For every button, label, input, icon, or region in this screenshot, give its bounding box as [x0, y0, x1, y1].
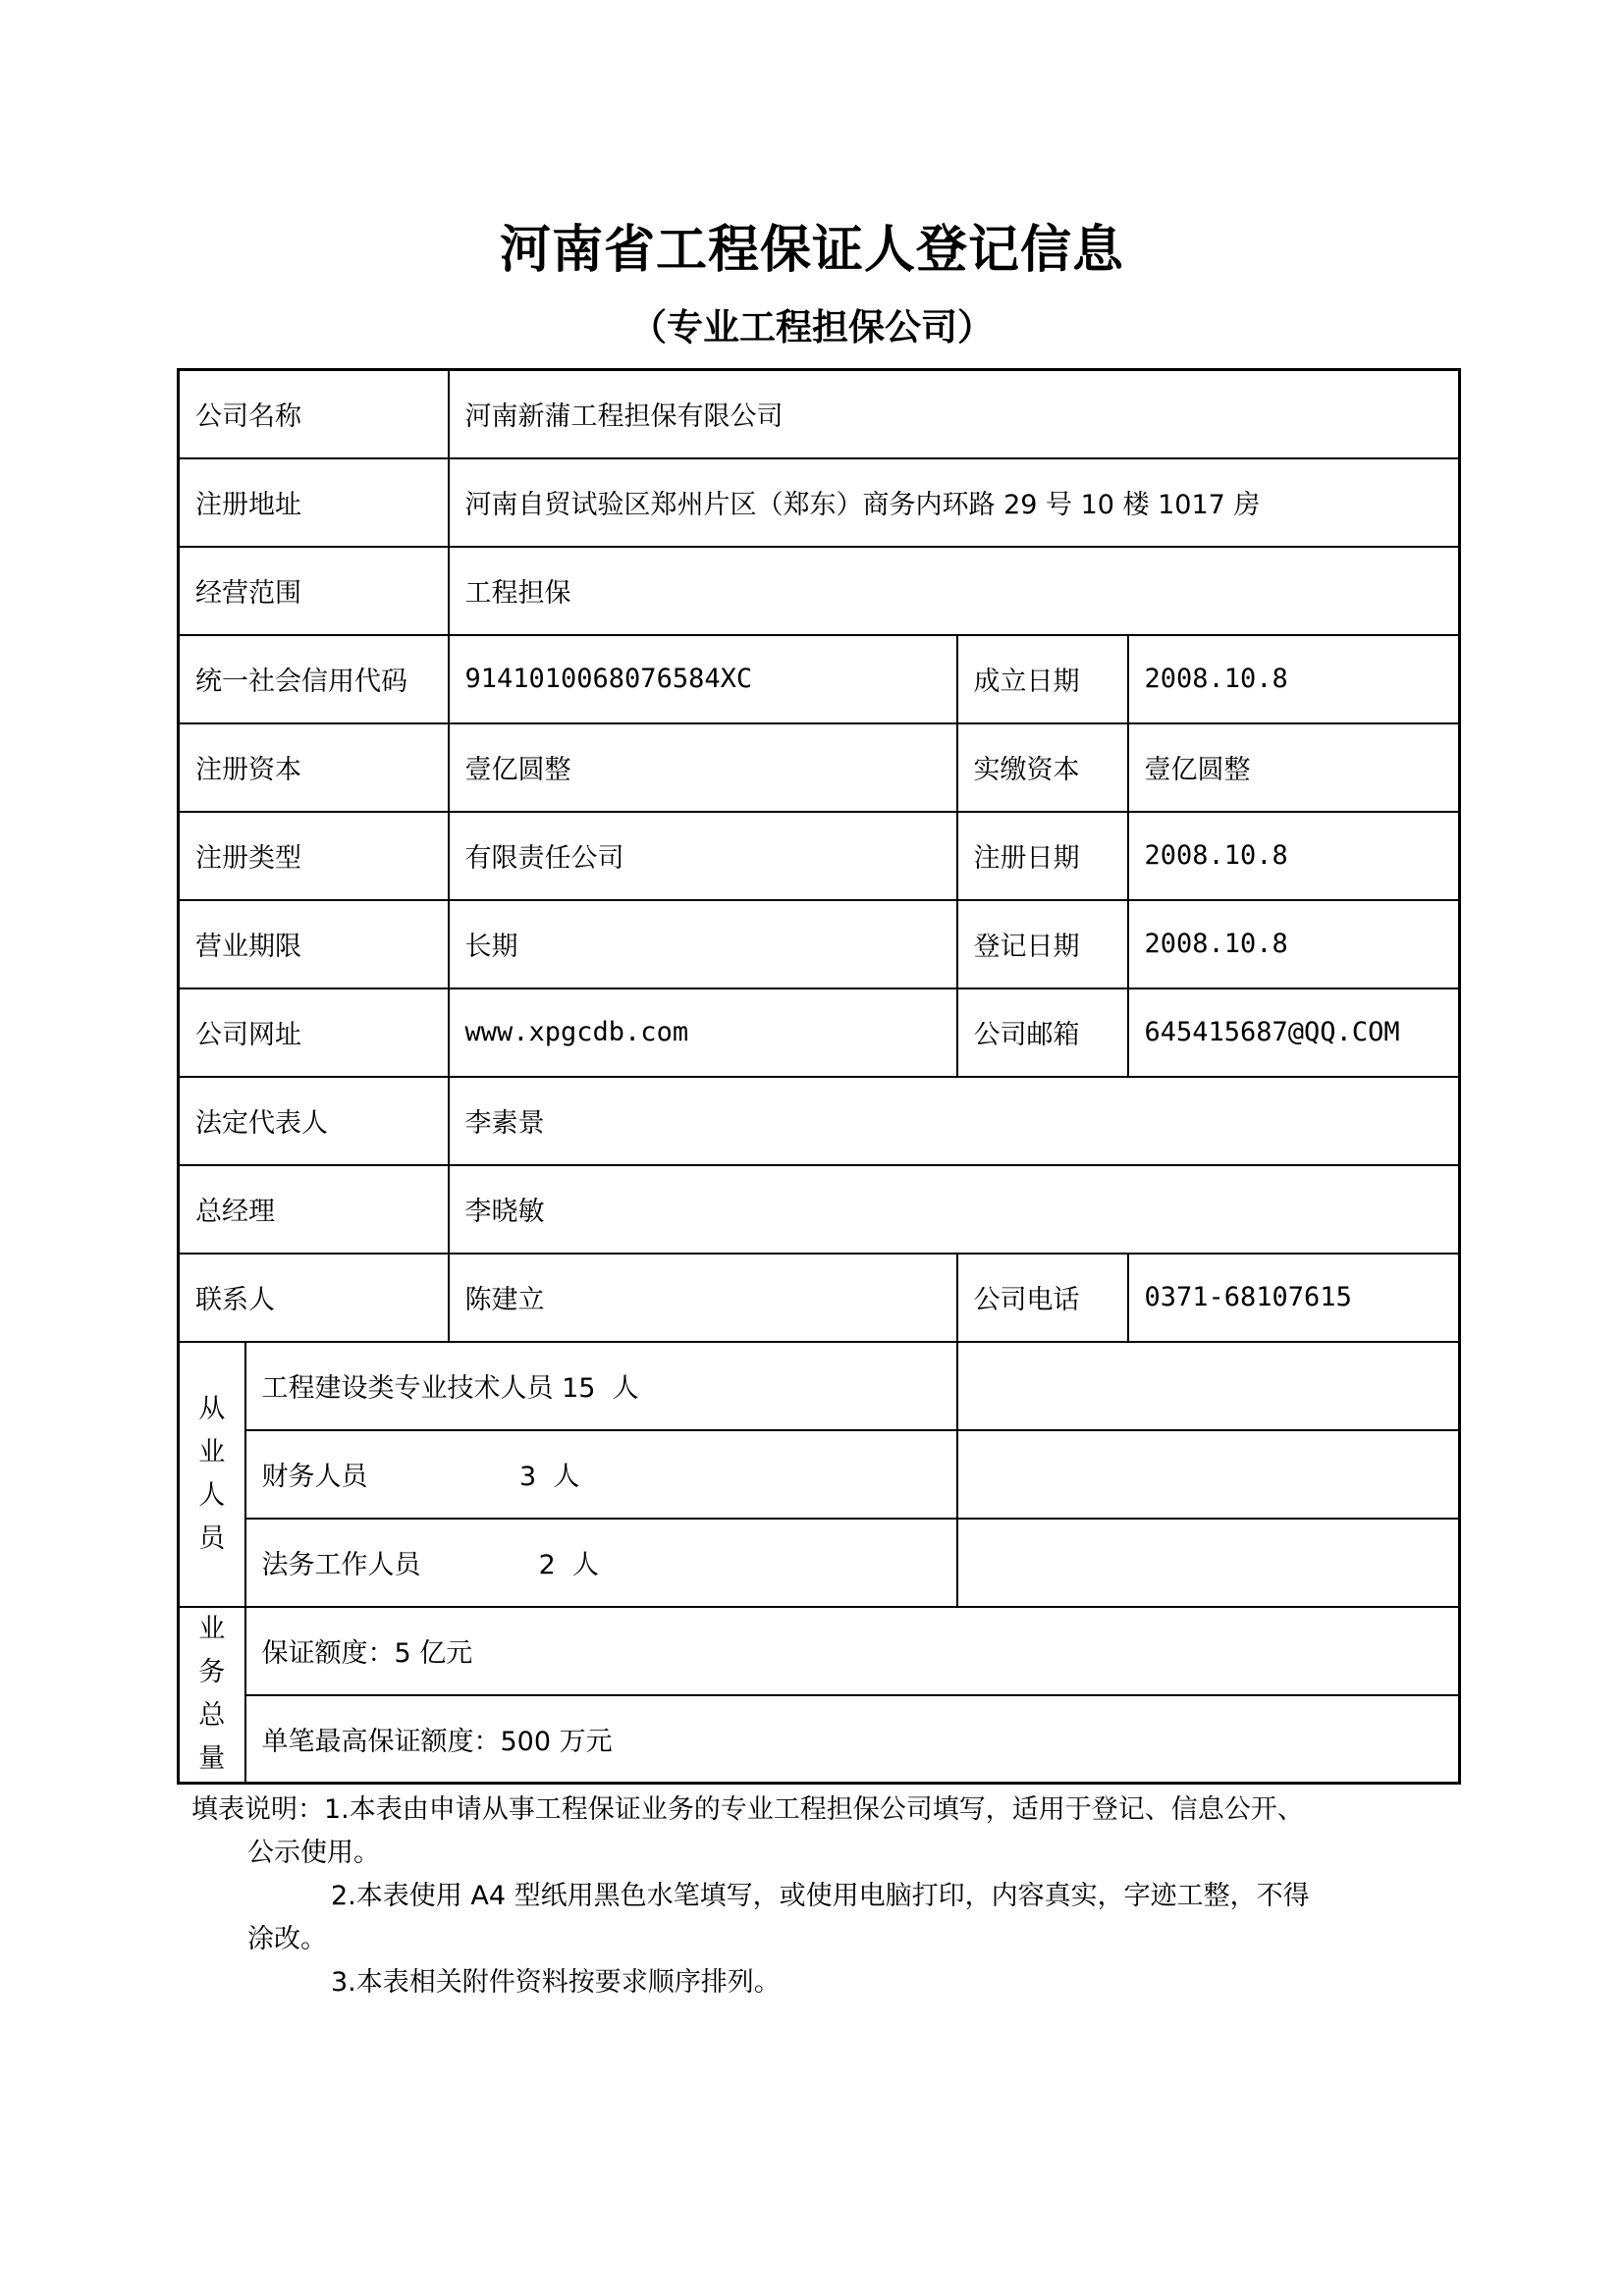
paid-capital-value: 壹亿圆整: [1128, 723, 1460, 812]
staff-technical-blank: [957, 1342, 1460, 1430]
row-website: [179, 988, 1460, 1077]
reg-date-value: 2008.10.8: [1128, 812, 1460, 900]
company-name-label: 公司名称: [179, 370, 449, 458]
company-name-value: 河南新蒲工程担保有限公司: [449, 370, 1460, 458]
business-term-value: 长期: [449, 900, 957, 988]
document-title: 河南省工程保证人登记信息: [499, 221, 1124, 280]
note-line-1: 填表说明：1.本表由申请从事工程保证业务的专业工程担保公司填写，适用于登记、信息公开、: [191, 1794, 1304, 1825]
credit-code-label: 统一社会信用代码: [179, 635, 449, 723]
note-line-4: 涂改。: [247, 1924, 327, 1954]
row-business-2: [179, 1695, 1460, 1784]
staff-section-label: [179, 1342, 245, 1607]
website-value: www.xpgcdb.com: [449, 988, 957, 1077]
paid-capital-label: 实缴资本: [957, 723, 1128, 812]
business-section-label: [179, 1607, 245, 1784]
staff-legal-blank: [957, 1519, 1460, 1607]
row-staff-2: [179, 1430, 1460, 1519]
row-general-manager: [179, 1165, 1460, 1254]
business-label-char: 业: [198, 1614, 226, 1645]
contact-value: 陈建立: [449, 1254, 957, 1342]
row-reg-address: [179, 458, 1460, 547]
row-business-1: [179, 1607, 1460, 1695]
business-label-char: 总: [198, 1700, 226, 1732]
business-scope-value: 工程担保: [449, 547, 1460, 635]
document-subtitle: （专业工程担保公司）: [630, 306, 994, 348]
staff-legal: 法务工作人员 2 人: [245, 1519, 957, 1607]
email-label: 公司邮箱: [957, 988, 1128, 1077]
row-contact: [179, 1254, 1460, 1342]
email-value: 645415687@QQ.COM: [1128, 988, 1460, 1077]
general-manager-label: 总经理: [179, 1165, 449, 1254]
staff-label-char: 员: [198, 1522, 226, 1554]
row-company-name: [179, 370, 1460, 458]
legal-rep-label: 法定代表人: [179, 1077, 449, 1165]
reg-capital-label: 注册资本: [179, 723, 449, 812]
row-reg-type: [179, 812, 1460, 900]
founded-date-label: 成立日期: [957, 635, 1128, 723]
business-label-char: 务: [198, 1657, 226, 1688]
max-single-guarantee: 单笔最高保证额度：500 万元: [245, 1695, 1460, 1784]
row-credit-code: [179, 635, 1460, 723]
fill-instructions: [191, 1789, 1429, 2004]
staff-technical: 工程建设类专业技术人员 15 人: [245, 1342, 957, 1430]
reg-capital-value: 壹亿圆整: [449, 723, 957, 812]
record-date-value: 2008.10.8: [1128, 900, 1460, 988]
phone-label: 公司电话: [957, 1254, 1128, 1342]
registration-table: [177, 368, 1461, 1785]
row-business-term: [179, 900, 1460, 988]
staff-finance-blank: [957, 1430, 1460, 1519]
reg-address-label: 注册地址: [179, 458, 449, 547]
staff-label-char: 人: [198, 1479, 226, 1511]
legal-rep-value: 李素景: [449, 1077, 1460, 1165]
reg-address-value: 河南自贸试验区郑州片区（郑东）商务内环路 29 号 10 楼 1017 房: [449, 458, 1460, 547]
staff-finance: 财务人员 3 人: [245, 1430, 957, 1519]
row-business-scope: [179, 547, 1460, 635]
credit-code-value: 9141010068076584XC: [449, 635, 957, 723]
staff-label-char: 业: [198, 1436, 226, 1468]
note-line-3: 2.本表使用 A4 型纸用黑色水笔填写，或使用电脑打印，内容真实，字迹工整，不得: [331, 1881, 1310, 1911]
website-label: 公司网址: [179, 988, 449, 1077]
note-line-2: 公示使用。: [247, 1838, 380, 1868]
row-legal-rep: [179, 1077, 1460, 1165]
contact-label: 联系人: [179, 1254, 449, 1342]
row-capital: [179, 723, 1460, 812]
row-staff-1: [179, 1342, 1460, 1430]
business-scope-label: 经营范围: [179, 547, 449, 635]
reg-type-value: 有限责任公司: [449, 812, 957, 900]
business-label-char: 量: [198, 1743, 226, 1775]
staff-label-char: 从: [198, 1393, 226, 1424]
row-staff-3: [179, 1519, 1460, 1607]
record-date-label: 登记日期: [957, 900, 1128, 988]
note-line-5: 3.本表相关附件资料按要求顺序排列。: [331, 1967, 781, 1998]
founded-date-value: 2008.10.8: [1128, 635, 1460, 723]
reg-type-label: 注册类型: [179, 812, 449, 900]
reg-date-label: 注册日期: [957, 812, 1128, 900]
general-manager-value: 李晓敏: [449, 1165, 1460, 1254]
guarantee-amount: 保证额度：5 亿元: [245, 1607, 1460, 1695]
phone-value: 0371-68107615: [1128, 1254, 1460, 1342]
business-term-label: 营业期限: [179, 900, 449, 988]
